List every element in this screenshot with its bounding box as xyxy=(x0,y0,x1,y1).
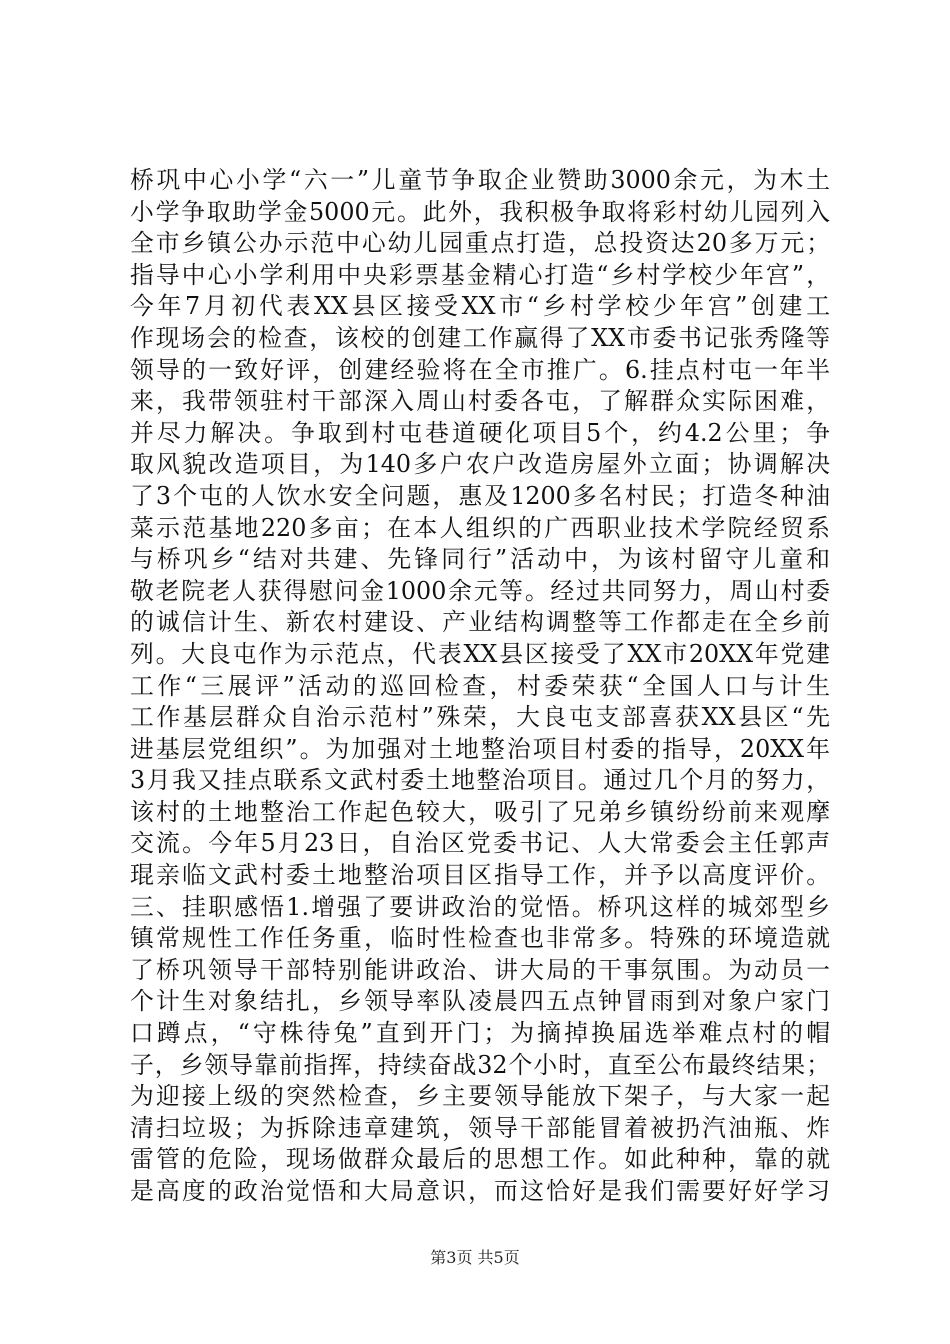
text-line: 3月我又挂点联系文武村委土地整治项目。通过几个月的努力， xyxy=(130,766,830,795)
text-line: 作现场会的检查，该校的创建工作赢得了XX市委书记张秀隆等 xyxy=(130,323,830,352)
text-line: 工作基层群众自治示范村”殊荣，大良屯支部喜获XX县区“先 xyxy=(130,703,830,732)
text-line: 全市乡镇公办示范中心幼儿园重点打造，总投资达20多万元； xyxy=(130,229,830,258)
text-line: 口蹲点，“守株待兔”直到开门；为摘掉换届选举难点村的帽 xyxy=(130,1019,830,1048)
text-line: 该村的土地整治工作起色较大，吸引了兄弟乡镇纷纷前来观摩 xyxy=(130,797,830,826)
text-line: 子，乡领导靠前指挥，持续奋战32个小时，直至公布最终结果； xyxy=(130,1050,830,1079)
text-line: 并尽力解决。争取到村屯巷道硬化项目5个，约4.2公里；争 xyxy=(130,418,830,447)
text-line: 琨亲临文武村委土地整治项目区指导工作，并予以高度评价。 xyxy=(130,861,830,890)
text-line: 来，我带领驻村干部深入周山村委各屯，了解群众实际困难， xyxy=(130,387,830,416)
text-line: 镇常规性工作任务重，临时性检查也非常多。特殊的环境造就 xyxy=(130,924,830,953)
text-line: 列。大良屯作为示范点，代表XX县区接受了XX市20XX年党建 xyxy=(130,639,830,668)
section-heading-line: 三、挂职感悟1.增强了要讲政治的觉悟。桥巩这样的城郊型乡 xyxy=(130,892,830,921)
page-number-footer: 第3页 共5页 xyxy=(430,1248,520,1267)
text-line: 工作“三展评”活动的巡回检查，村委荣获“全国人口与计生 xyxy=(130,671,830,700)
text-line: 了桥巩领导干部特别能讲政治、讲大局的干事氛围。为动员一 xyxy=(130,955,830,984)
text-line: 指导中心小学利用中央彩票基金精心打造“乡村学校少年宫”， xyxy=(130,260,830,289)
text-line: 小学争取助学金5000元。此外，我积极争取将彩村幼儿园列入 xyxy=(130,197,830,226)
text-line: 与桥巩乡“结对共建、先锋同行”活动中，为该村留守儿童和 xyxy=(130,545,830,574)
text-line: 取风貌改造项目，为140多户农户改造房屋外立面；协调解决 xyxy=(130,450,830,479)
body-text xyxy=(130,165,830,1208)
text-line: 了3个屯的人饮水安全问题，惠及1200多名村民；打造冬种油 xyxy=(130,481,830,510)
text-line: 菜示范基地220多亩；在本人组织的广西职业技术学院经贸系 xyxy=(130,513,830,542)
text-line: 个计生对象结扎，乡领导率队凌晨四五点钟冒雨到对象户家门 xyxy=(130,987,830,1016)
text-line: 为迎接上级的突然检查，乡主要领导能放下架子，与大家一起 xyxy=(130,1082,830,1111)
text-line: 清扫垃圾；为拆除违章建筑，领导干部能冒着被扔汽油瓶、炸 xyxy=(130,1113,830,1142)
text-line: 敬老院老人获得慰问金1000余元等。经过共同努力，周山村委 xyxy=(130,576,830,605)
text-line: 领导的一致好评，创建经验将在全市推广。6.挂点村屯一年半 xyxy=(130,355,830,384)
text-line: 雷管的危险，现场做群众最后的思想工作。如此种种，靠的就 xyxy=(130,1145,830,1174)
text-line: 进基层党组织”。为加强对土地整治项目村委的指导，20XX年 xyxy=(130,734,830,763)
text-line: 今年7月初代表XX县区接受XX市“乡村学校少年宫”创建工 xyxy=(130,292,830,321)
text-line: 是高度的政治觉悟和大局意识，而这恰好是我们需要好好学习 xyxy=(130,1177,830,1205)
text-line: 的诚信计生、新农村建设、产业结构调整等工作都走在全乡前 xyxy=(130,608,830,637)
text-line: 桥巩中心小学“六一”儿童节争取企业赞助3000余元，为木土 xyxy=(130,166,830,194)
text-line: 交流。今年5月23日，自治区党委书记、人大常委会主任郭声 xyxy=(130,829,830,858)
